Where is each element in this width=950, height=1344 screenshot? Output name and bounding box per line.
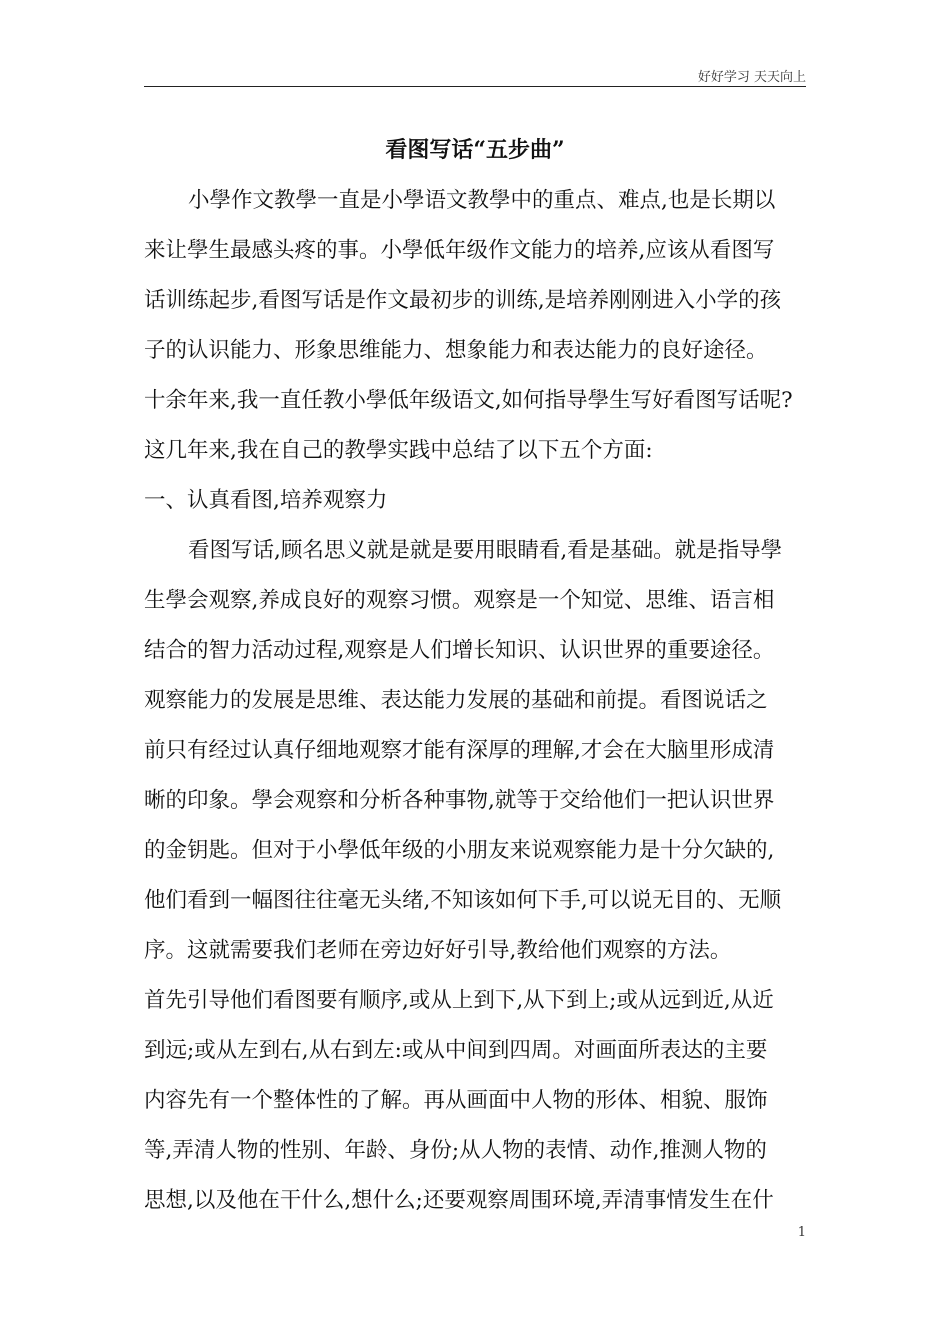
body-line: 话训练起步,看图写话是作文最初步的训练,是培养刚刚进入小学的孩 <box>144 288 782 313</box>
body-line: 思想,以及他在干什么,想什么;还要观察周围环境,弄清事情发生在什 <box>144 1188 774 1213</box>
section-heading: 一、认真看图,培养观察力 <box>144 488 388 513</box>
body-line: 十余年来,我一直任教小學低年级语文,如何指导學生写好看图写话呢? <box>144 388 793 413</box>
body-line: 这几年来,我在自己的教學实践中总结了以下五个方面: <box>144 438 653 463</box>
document-body <box>144 181 814 1231</box>
body-line: 前只有经过认真仔细地观察才能有深厚的理解,才会在大脑里形成清 <box>144 738 775 763</box>
body-line: 内容先有一个整体性的了解。再从画面中人物的形体、相貌、服饰 <box>144 1088 768 1113</box>
body-line: 小學作文教學一直是小學语文教學中的重点、难点,也是长期以 <box>188 188 776 213</box>
body-line: 序。这就需要我们老师在旁边好好引导,教给他们观察的方法。 <box>144 938 732 963</box>
body-line: 看图写话,顾名思义就是就是要用眼睛看,看是基础。就是指导學 <box>188 538 783 563</box>
body-line: 到远;或从左到右,从右到左:或从中间到四周。对画面所表达的主要 <box>144 1038 768 1063</box>
header-divider <box>144 86 806 87</box>
body-line: 等,弄清人物的性别、年龄、身份;从人物的表情、动作,推测人物的 <box>144 1138 767 1163</box>
body-line: 结合的智力活动过程,观察是人们增长知识、认识世界的重要途径。 <box>144 638 775 663</box>
body-line: 晰的印象。學会观察和分析各种事物,就等于交给他们一把认识世界 <box>144 788 775 813</box>
body-line: 观察能力的发展是思维、表达能力发展的基础和前提。看图说话之 <box>144 688 768 713</box>
body-line: 子的认识能力、形象思维能力、想象能力和表达能力的良好途径。 <box>144 338 768 363</box>
page-number: 1 <box>797 1225 806 1240</box>
body-line: 他们看到一幅图往往毫无头绪,不知该如何下手,可以说无目的、无顺 <box>144 888 782 913</box>
header-text: 好好学习 天天向上 <box>697 70 806 85</box>
body-line: 生學会观察,养成良好的观察习惯。观察是一个知觉、思维、语言相 <box>144 588 775 613</box>
body-line: 的金钥匙。但对于小學低年级的小朋友来说观察能力是十分欠缺的, <box>144 838 775 863</box>
document-title: 看图写话“五步曲” <box>385 137 565 163</box>
body-line: 首先引导他们看图要有顺序,或从上到下,从下到上;或从远到近,从近 <box>144 988 774 1013</box>
body-line: 来让學生最感头疼的事。小學低年级作文能力的培养,应该从看图写 <box>144 238 775 263</box>
